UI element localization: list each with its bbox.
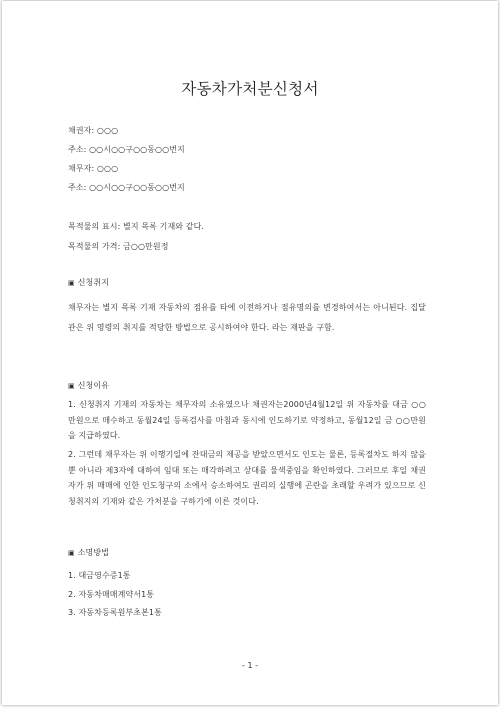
reason-paragraph-1: 1. 신청취지 기재의 자동차는 채무자의 소유였으나 채권자는2000년4월12일 위 자동차를 대금 ○○만원으로 매수하고 동월24일 등록검사를 마침과 동시에 인도하기로 약정하고, 동월12일 금 ○○만원을 지급하였다.: [68, 400, 426, 440]
evidence-item: 3. 자동차등록원부초본1통: [68, 608, 162, 617]
document-page: [2, 1, 498, 705]
evidence-item: 2. 자동차매매계약서1통: [68, 590, 155, 599]
debtor-address: 주소: ○○시○○구○○동○○번지: [68, 183, 185, 192]
square-bullet-icon: ▣: [68, 549, 75, 557]
purpose-heading: [68, 277, 109, 288]
reason-heading-text: 신청이유: [77, 381, 110, 390]
evidence-item: 1. 대금영수증1통: [68, 571, 131, 580]
document-title: 자동차가처분신청서: [181, 80, 319, 98]
creditor-address: 주소: ○○시○○구○○동○○번지: [68, 145, 185, 154]
square-bullet-icon: ▣: [68, 279, 75, 287]
creditor-name: 채권자: ○○○: [68, 126, 119, 135]
purpose-text: 채무자는 별지 목록 기재 자동차의 점유를 타에 이전하거나 점유명의를 변경하여서는 아니된다. 집달관은 위 명령의 취지를 적당한 방법으로 공시하여야 한다. 라는 재판을 구함.: [68, 303, 426, 332]
purpose-heading-text: 신청취지: [77, 278, 110, 287]
evidence-heading-text: 소명방법: [77, 548, 110, 557]
reason-heading: [68, 380, 109, 391]
evidence-heading: [68, 547, 109, 558]
object-display: 목적물의 표시: 별지 목록 기재와 같다.: [68, 222, 205, 231]
page-number: - 1 -: [242, 661, 258, 670]
reason-paragraph-2: 2. 그런데 채무자는 위 이행기일에 잔대금의 제공을 받았으면서도 인도는 물론, 등록절차도 하지 않을뿐 아니라 제3자에 대하여 임대 또는 매각하려고 상대를 물색중임을 확인하였다. 그러므로 후일 채권자가 위 매매에 인한 인도청구의 소에서 승소하여도 권리의 실행에 곤란을 초래할 우려가 있으므로 신청취지의 기재와 같은 가처분을 구하기에 이른 것이다.: [68, 450, 426, 506]
debtor-name: 채무자: ○○○: [68, 164, 119, 173]
object-value: 목적물의 가격: 금○○만원정: [68, 242, 169, 251]
square-bullet-icon: ▣: [68, 382, 75, 390]
